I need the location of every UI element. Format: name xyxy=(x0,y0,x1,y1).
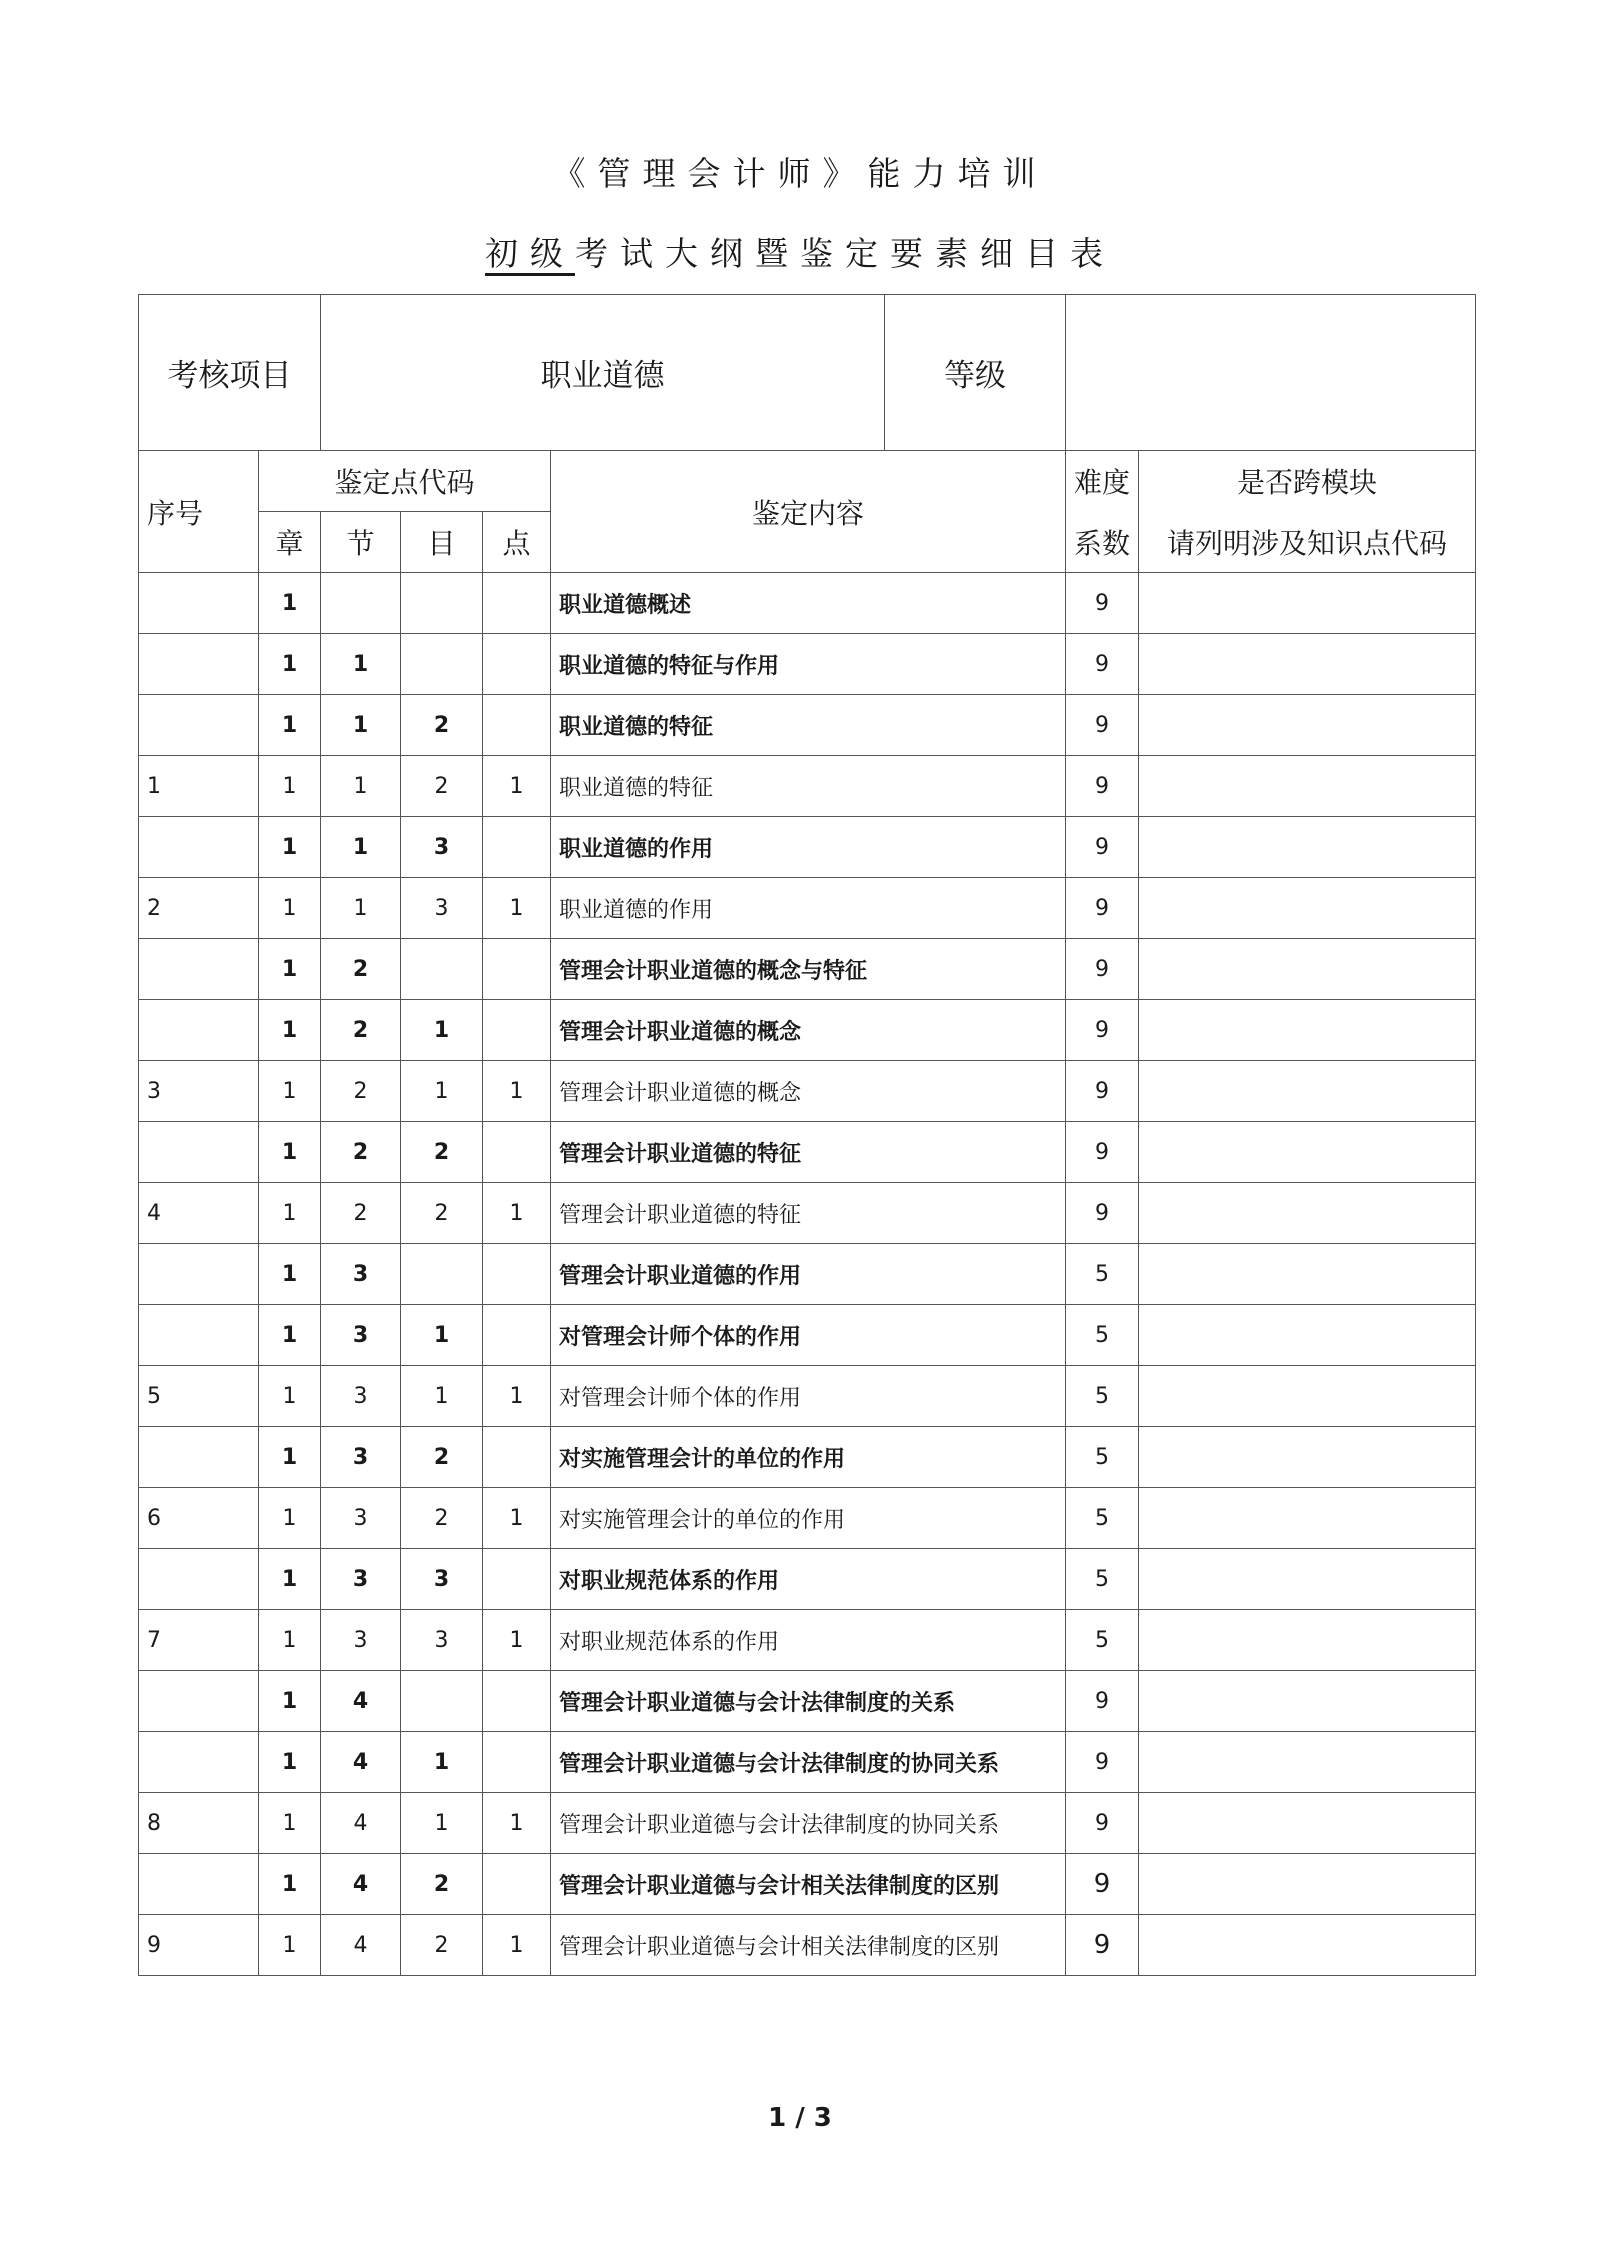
col-content: 鉴定内容 xyxy=(551,451,1066,573)
row-point xyxy=(483,939,551,1000)
project-value: 职业道德 xyxy=(321,295,885,450)
row-chapter: 1 xyxy=(259,1000,321,1061)
row-section: 1 xyxy=(321,634,401,695)
row-content: 管理会计职业道德的概念 xyxy=(551,1000,1066,1061)
row-cross-module xyxy=(1139,817,1476,878)
row-item: 3 xyxy=(401,1610,483,1671)
row-seq: 4 xyxy=(139,1183,259,1244)
row-section: 3 xyxy=(321,1549,401,1610)
row-difficulty: 9 xyxy=(1066,695,1139,756)
row-cross-module xyxy=(1139,1305,1476,1366)
row-cross-module xyxy=(1139,1183,1476,1244)
row-seq xyxy=(139,695,259,756)
row-content: 职业道德的作用 xyxy=(551,817,1066,878)
table-row xyxy=(139,1427,1476,1488)
row-point: 1 xyxy=(483,1793,551,1854)
table-row xyxy=(139,1732,1476,1793)
row-chapter: 1 xyxy=(259,695,321,756)
table-row xyxy=(139,1061,1476,1122)
table-row xyxy=(139,1183,1476,1244)
row-cross-module xyxy=(1139,573,1476,634)
col-item: 目 xyxy=(401,512,483,573)
row-content: 对实施管理会计的单位的作用 xyxy=(551,1488,1066,1549)
row-chapter: 1 xyxy=(259,1793,321,1854)
syllabus-table xyxy=(138,294,1476,1976)
row-difficulty: 5 xyxy=(1066,1427,1139,1488)
row-difficulty: 9 xyxy=(1066,1671,1139,1732)
row-content: 管理会计职业道德的特征 xyxy=(551,1183,1066,1244)
row-seq xyxy=(139,1671,259,1732)
row-difficulty: 5 xyxy=(1066,1366,1139,1427)
row-chapter: 1 xyxy=(259,1732,321,1793)
row-difficulty: 9 xyxy=(1066,1732,1139,1793)
row-cross-module xyxy=(1139,634,1476,695)
row-difficulty: 9 xyxy=(1066,878,1139,939)
row-content: 对职业规范体系的作用 xyxy=(551,1549,1066,1610)
label-level: 等级 xyxy=(944,358,1006,394)
row-item xyxy=(401,634,483,695)
row-point: 1 xyxy=(483,1488,551,1549)
row-difficulty: 9 xyxy=(1066,1000,1139,1061)
row-seq: 2 xyxy=(139,878,259,939)
row-point: 1 xyxy=(483,1366,551,1427)
row-content: 职业道德的特征 xyxy=(551,756,1066,817)
row-item: 1 xyxy=(401,1000,483,1061)
row-item: 3 xyxy=(401,817,483,878)
row-item: 1 xyxy=(401,1793,483,1854)
row-difficulty: 5 xyxy=(1066,1244,1139,1305)
row-seq xyxy=(139,1427,259,1488)
col-point: 点 xyxy=(483,512,551,573)
row-content: 管理会计职业道德的特征 xyxy=(551,1122,1066,1183)
table-row xyxy=(139,1305,1476,1366)
row-difficulty: 9 xyxy=(1066,573,1139,634)
row-chapter: 1 xyxy=(259,939,321,1000)
row-point xyxy=(483,634,551,695)
row-section xyxy=(321,573,401,634)
row-content: 管理会计职业道德的作用 xyxy=(551,1244,1066,1305)
row-cross-module xyxy=(1139,1732,1476,1793)
table-row xyxy=(139,1366,1476,1427)
row-section: 4 xyxy=(321,1854,401,1915)
row-item xyxy=(401,1244,483,1305)
row-item: 2 xyxy=(401,756,483,817)
row-content: 职业道德的特征与作用 xyxy=(551,634,1066,695)
row-cross-module xyxy=(1139,1915,1476,1976)
row-cross-module xyxy=(1139,756,1476,817)
row-point xyxy=(483,1732,551,1793)
row-chapter: 1 xyxy=(259,1854,321,1915)
row-chapter: 1 xyxy=(259,1061,321,1122)
row-content: 管理会计职业道德的概念与特征 xyxy=(551,939,1066,1000)
row-cross-module xyxy=(1139,1854,1476,1915)
table-row xyxy=(139,573,1476,634)
row-difficulty: 9 xyxy=(1066,1793,1139,1854)
row-seq xyxy=(139,1305,259,1366)
row-chapter: 1 xyxy=(259,1366,321,1427)
row-cross-module xyxy=(1139,1000,1476,1061)
row-cross-module xyxy=(1139,1549,1476,1610)
row-seq xyxy=(139,573,259,634)
table-row xyxy=(139,878,1476,939)
table-row xyxy=(139,1854,1476,1915)
row-cross-module xyxy=(1139,1244,1476,1305)
row-chapter: 1 xyxy=(259,573,321,634)
row-chapter: 1 xyxy=(259,634,321,695)
row-section: 3 xyxy=(321,1305,401,1366)
row-difficulty: 5 xyxy=(1066,1488,1139,1549)
row-section: 1 xyxy=(321,756,401,817)
row-point xyxy=(483,1549,551,1610)
table-row xyxy=(139,1549,1476,1610)
row-item: 2 xyxy=(401,695,483,756)
col-difficulty-line2: 系数 xyxy=(1066,512,1139,573)
table-row xyxy=(139,756,1476,817)
row-section: 4 xyxy=(321,1793,401,1854)
row-difficulty: 5 xyxy=(1066,1610,1139,1671)
row-point: 1 xyxy=(483,756,551,817)
table-row xyxy=(139,1244,1476,1305)
row-difficulty: 9 xyxy=(1066,756,1139,817)
table-row xyxy=(139,1488,1476,1549)
row-content: 职业道德的作用 xyxy=(551,878,1066,939)
col-code-group: 鉴定点代码 xyxy=(259,451,551,512)
row-item xyxy=(401,1671,483,1732)
row-seq xyxy=(139,1549,259,1610)
row-content: 对实施管理会计的单位的作用 xyxy=(551,1427,1066,1488)
row-cross-module xyxy=(1139,878,1476,939)
row-point xyxy=(483,817,551,878)
row-item: 2 xyxy=(401,1488,483,1549)
row-seq: 1 xyxy=(139,756,259,817)
table-row xyxy=(139,1000,1476,1061)
row-chapter: 1 xyxy=(259,1305,321,1366)
row-section: 3 xyxy=(321,1427,401,1488)
row-chapter: 1 xyxy=(259,1488,321,1549)
row-cross-module xyxy=(1139,1793,1476,1854)
row-seq: 5 xyxy=(139,1366,259,1427)
row-chapter: 1 xyxy=(259,1183,321,1244)
row-content: 管理会计职业道德与会计法律制度的关系 xyxy=(551,1671,1066,1732)
row-point: 1 xyxy=(483,1610,551,1671)
row-chapter: 1 xyxy=(259,1244,321,1305)
row-section: 1 xyxy=(321,817,401,878)
row-cross-module xyxy=(1139,1061,1476,1122)
project-value-cell xyxy=(321,295,1066,451)
row-section: 2 xyxy=(321,1122,401,1183)
row-point xyxy=(483,1305,551,1366)
col-cross-line2: 请列明涉及知识点代码 xyxy=(1139,512,1476,573)
row-item: 1 xyxy=(401,1732,483,1793)
row-section: 1 xyxy=(321,695,401,756)
row-section: 3 xyxy=(321,1610,401,1671)
row-chapter: 1 xyxy=(259,1610,321,1671)
project-header-row xyxy=(139,295,1476,451)
row-difficulty: 5 xyxy=(1066,1305,1139,1366)
label-project: 考核项目 xyxy=(139,295,321,451)
table-row xyxy=(139,1671,1476,1732)
row-point xyxy=(483,1671,551,1732)
row-section: 4 xyxy=(321,1915,401,1976)
row-item: 1 xyxy=(401,1061,483,1122)
row-chapter: 1 xyxy=(259,1915,321,1976)
col-seq: 序号 xyxy=(139,451,259,573)
row-seq xyxy=(139,1122,259,1183)
row-cross-module xyxy=(1139,1671,1476,1732)
row-chapter: 1 xyxy=(259,1549,321,1610)
row-section: 2 xyxy=(321,1000,401,1061)
subtitle-level: 初级 xyxy=(485,234,575,273)
row-content: 管理会计职业道德与会计相关法律制度的区别 xyxy=(551,1915,1066,1976)
row-content: 管理会计职业道德与会计法律制度的协同关系 xyxy=(551,1732,1066,1793)
row-point xyxy=(483,1000,551,1061)
row-chapter: 1 xyxy=(259,756,321,817)
row-cross-module xyxy=(1139,1610,1476,1671)
row-item xyxy=(401,573,483,634)
row-seq xyxy=(139,1732,259,1793)
row-content: 对职业规范体系的作用 xyxy=(551,1610,1066,1671)
column-header-row-1 xyxy=(139,451,1476,512)
row-point xyxy=(483,1427,551,1488)
row-item xyxy=(401,939,483,1000)
row-point: 1 xyxy=(483,1183,551,1244)
row-section: 4 xyxy=(321,1671,401,1732)
row-cross-module xyxy=(1139,939,1476,1000)
table-row xyxy=(139,817,1476,878)
row-difficulty: 9 xyxy=(1066,1854,1139,1915)
row-point xyxy=(483,1854,551,1915)
table-row xyxy=(139,1915,1476,1976)
row-difficulty: 9 xyxy=(1066,634,1139,695)
row-content: 管理会计职业道德的概念 xyxy=(551,1061,1066,1122)
row-seq: 6 xyxy=(139,1488,259,1549)
table-row xyxy=(139,939,1476,1000)
row-chapter: 1 xyxy=(259,1122,321,1183)
col-chapter: 章 xyxy=(259,512,321,573)
row-section: 2 xyxy=(321,1061,401,1122)
row-section: 2 xyxy=(321,939,401,1000)
row-seq: 8 xyxy=(139,1793,259,1854)
row-content: 职业道德的特征 xyxy=(551,695,1066,756)
page-number: 1 / 3 xyxy=(768,2103,832,2133)
row-chapter: 1 xyxy=(259,1427,321,1488)
subtitle-rest: 考试大纲暨鉴定要素细目表 xyxy=(575,234,1115,273)
row-cross-module xyxy=(1139,1488,1476,1549)
row-item: 3 xyxy=(401,1549,483,1610)
row-chapter: 1 xyxy=(259,817,321,878)
document-subtitle xyxy=(0,228,1600,275)
row-seq: 9 xyxy=(139,1915,259,1976)
row-difficulty: 9 xyxy=(1066,1183,1139,1244)
table-row xyxy=(139,634,1476,695)
row-seq xyxy=(139,634,259,695)
row-cross-module xyxy=(1139,1427,1476,1488)
row-point xyxy=(483,1122,551,1183)
row-content: 对管理会计师个体的作用 xyxy=(551,1366,1066,1427)
row-difficulty: 9 xyxy=(1066,1915,1139,1976)
row-difficulty: 9 xyxy=(1066,1122,1139,1183)
row-point xyxy=(483,573,551,634)
row-seq xyxy=(139,1244,259,1305)
row-seq xyxy=(139,1854,259,1915)
level-value xyxy=(1066,295,1476,451)
row-section: 3 xyxy=(321,1488,401,1549)
row-item: 2 xyxy=(401,1427,483,1488)
row-section: 4 xyxy=(321,1732,401,1793)
row-point: 1 xyxy=(483,1061,551,1122)
row-point: 1 xyxy=(483,878,551,939)
row-item: 2 xyxy=(401,1183,483,1244)
row-chapter: 1 xyxy=(259,1671,321,1732)
row-difficulty: 9 xyxy=(1066,817,1139,878)
row-content: 职业道德概述 xyxy=(551,573,1066,634)
row-item: 1 xyxy=(401,1305,483,1366)
col-section: 节 xyxy=(321,512,401,573)
table-row xyxy=(139,695,1476,756)
row-point xyxy=(483,695,551,756)
col-cross-line1: 是否跨模块 xyxy=(1139,451,1476,512)
row-chapter: 1 xyxy=(259,878,321,939)
row-seq xyxy=(139,939,259,1000)
col-difficulty-line1: 难度 xyxy=(1066,451,1139,512)
table-row xyxy=(139,1793,1476,1854)
document-title: 《管理会计师》能力培训 xyxy=(552,154,1048,193)
row-difficulty: 9 xyxy=(1066,1061,1139,1122)
row-content: 对管理会计师个体的作用 xyxy=(551,1305,1066,1366)
row-point xyxy=(483,1244,551,1305)
table-row xyxy=(139,1122,1476,1183)
row-section: 3 xyxy=(321,1244,401,1305)
row-seq: 3 xyxy=(139,1061,259,1122)
row-item: 3 xyxy=(401,878,483,939)
row-content: 管理会计职业道德与会计法律制度的协同关系 xyxy=(551,1793,1066,1854)
row-difficulty: 5 xyxy=(1066,1549,1139,1610)
row-item: 1 xyxy=(401,1366,483,1427)
row-seq: 7 xyxy=(139,1610,259,1671)
row-section: 2 xyxy=(321,1183,401,1244)
row-difficulty: 9 xyxy=(1066,939,1139,1000)
table-row xyxy=(139,1610,1476,1671)
row-section: 3 xyxy=(321,1366,401,1427)
row-item: 2 xyxy=(401,1122,483,1183)
row-item: 2 xyxy=(401,1854,483,1915)
row-seq xyxy=(139,1000,259,1061)
row-cross-module xyxy=(1139,1366,1476,1427)
row-point: 1 xyxy=(483,1915,551,1976)
row-seq xyxy=(139,817,259,878)
row-item: 2 xyxy=(401,1915,483,1976)
row-content: 管理会计职业道德与会计相关法律制度的区别 xyxy=(551,1854,1066,1915)
row-section: 1 xyxy=(321,878,401,939)
row-cross-module xyxy=(1139,1122,1476,1183)
row-cross-module xyxy=(1139,695,1476,756)
